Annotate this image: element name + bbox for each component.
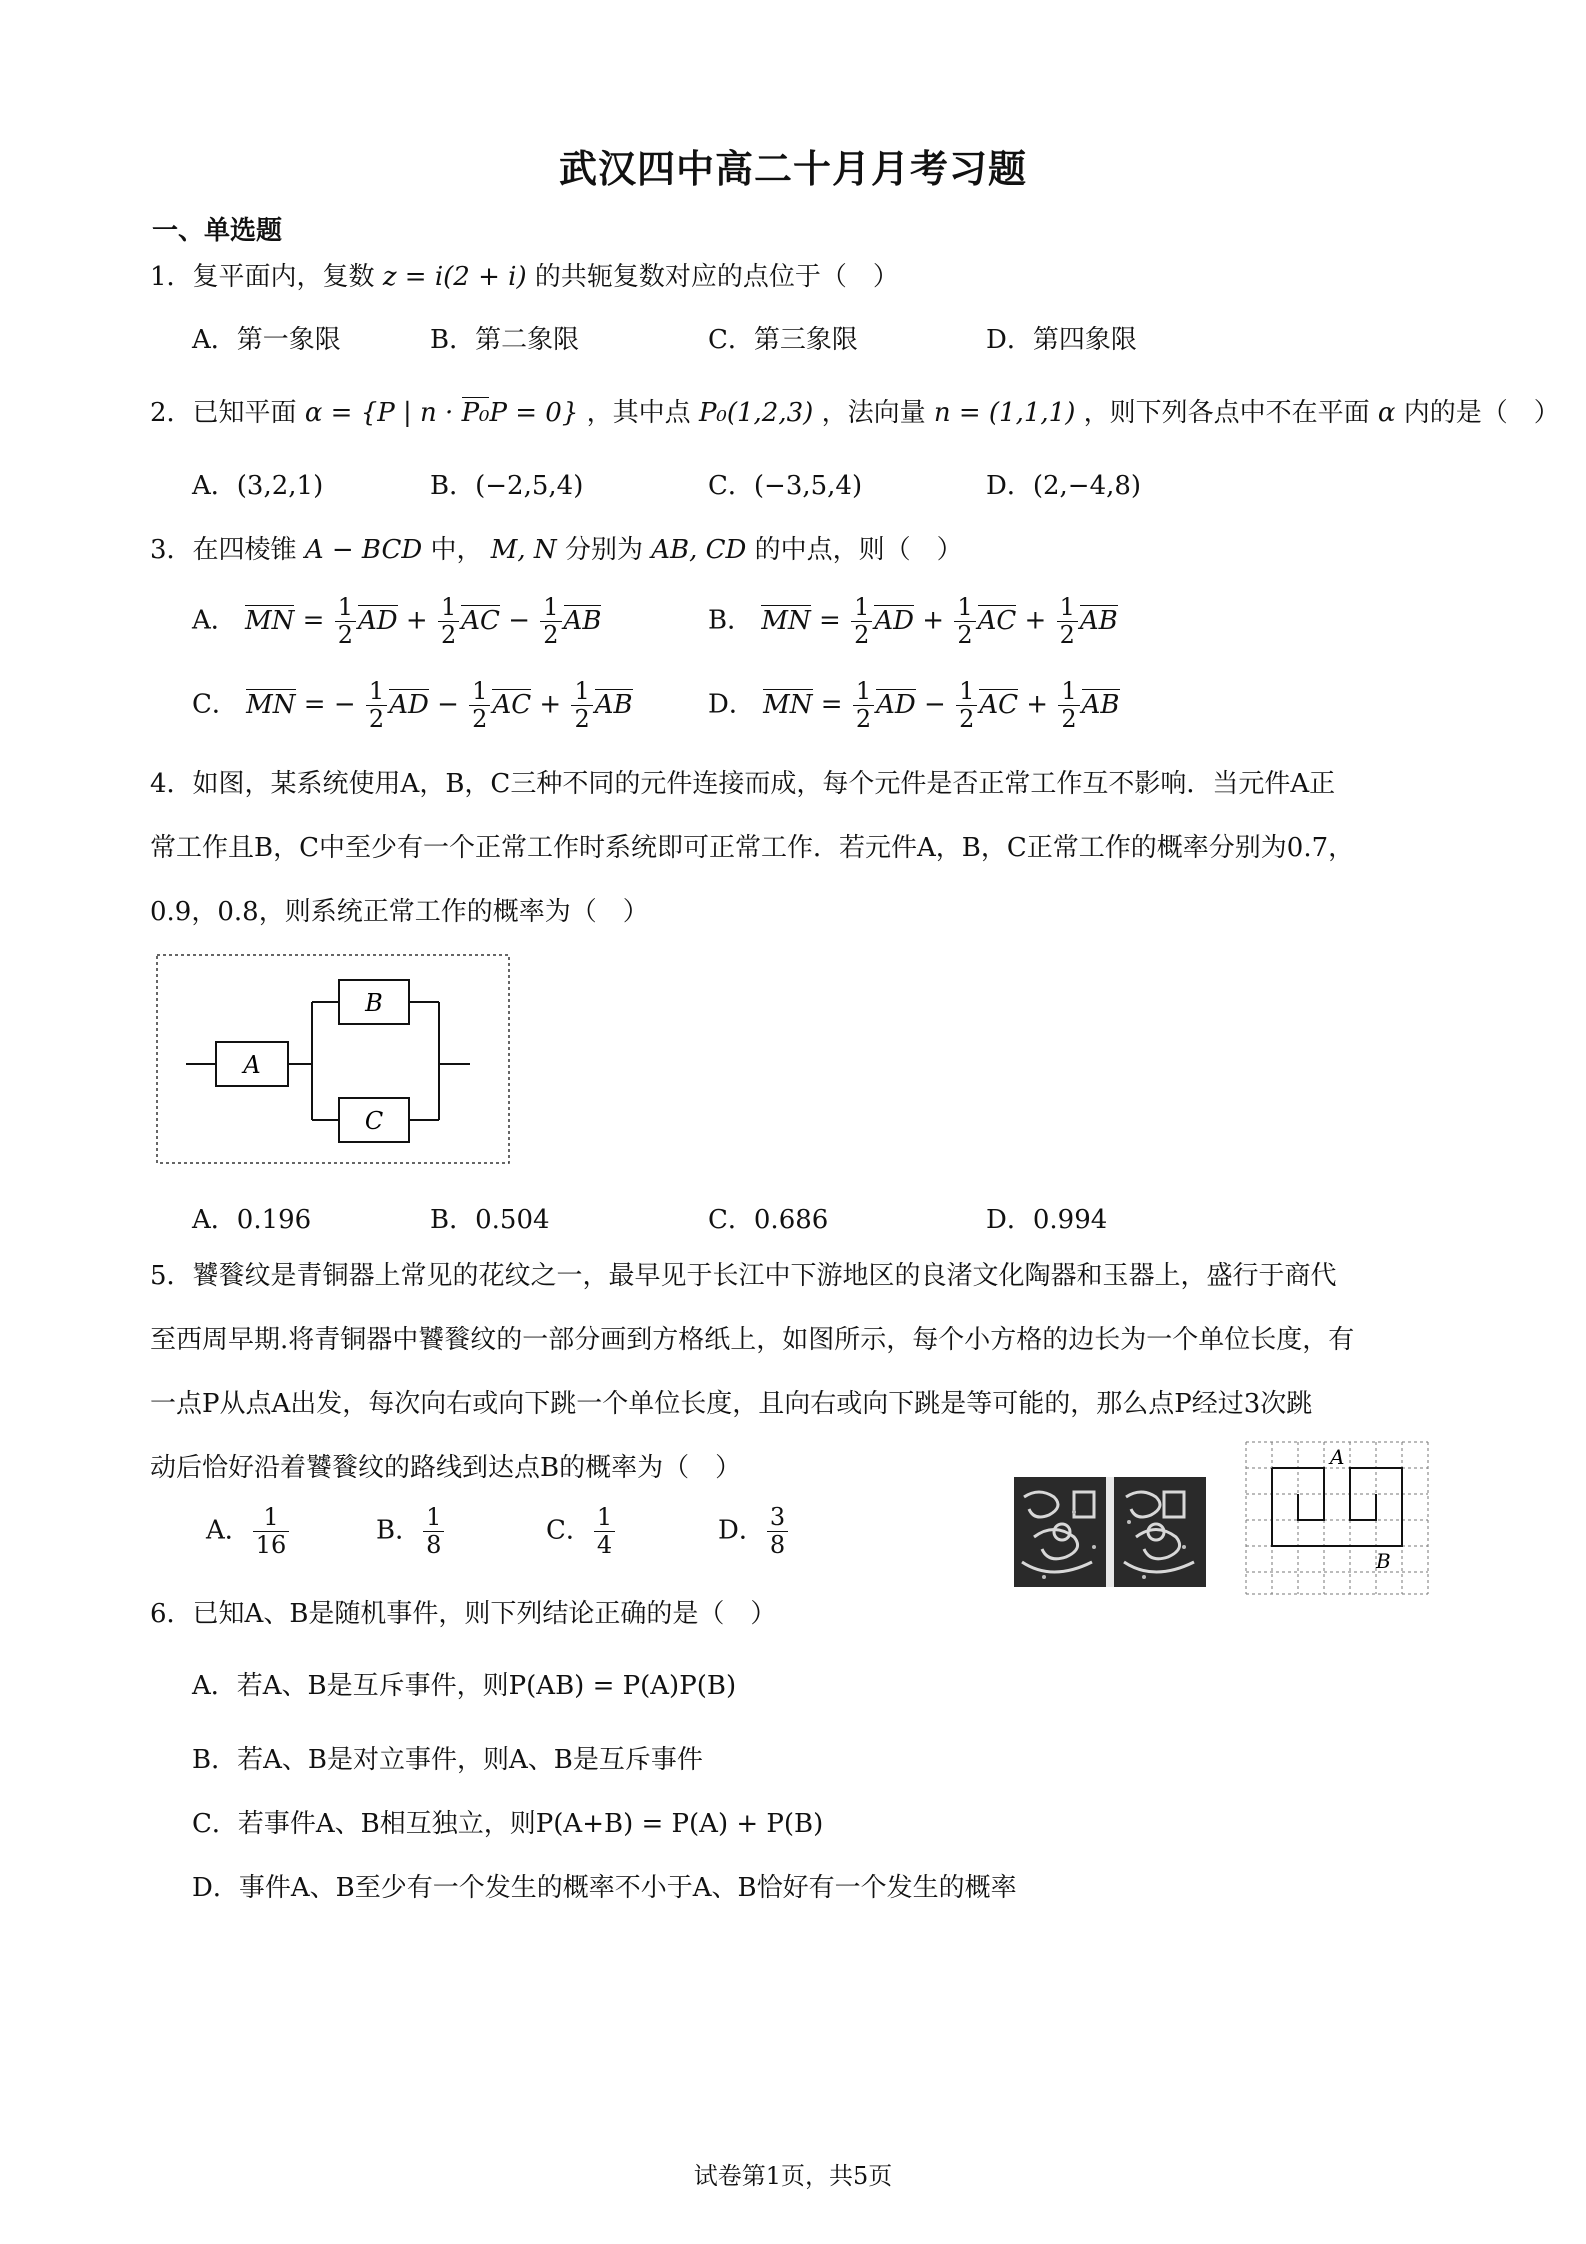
- vector-ab: AB: [1081, 689, 1120, 720]
- q4-line-1: 4．如图，某系统使用A，B，C三种不同的元件连接而成，每个元件是否正常工作互不影响．当元件A正: [150, 769, 1336, 799]
- q2-text-a: 2．已知平面: [150, 398, 297, 428]
- taotie-pattern-image: [1014, 1477, 1206, 1587]
- grid-path-diagram: [1244, 1440, 1430, 1596]
- q2-point-p0: P₀(1,2,3): [698, 398, 814, 428]
- q3-option-c: C． MN = − $\frac{1}{2}$ AD − $\frac{1}{2}$ AC + $\frac{1}{2}$ AB: [192, 677, 633, 733]
- grid-label-a: A: [1330, 1445, 1345, 1469]
- q2-option-c: C．(−3,5,4): [708, 471, 863, 501]
- grid-label-b: B: [1376, 1549, 1391, 1573]
- fraction-half: $\frac{1}{2}$: [366, 678, 387, 733]
- fraction-half: $\frac{1}{2}$: [335, 594, 356, 649]
- vector-ac: AC: [979, 689, 1019, 720]
- fraction-half: $\frac{1}{2}$: [438, 594, 459, 649]
- fraction-half: $\frac{1}{2}$: [956, 678, 977, 733]
- q3-option-c-label: C．: [192, 689, 238, 720]
- q3-text-d: 的中点，则（ ）: [754, 535, 963, 565]
- vector-ad: AD: [389, 689, 429, 720]
- q4-option-c: C．0.686: [708, 1205, 829, 1235]
- q6-option-b: B．若A、B是对立事件，则A、B是互斥事件: [192, 1745, 703, 1775]
- q2-normal-vector: n = (1,1,1): [933, 398, 1076, 428]
- q4-line-3: 0.9，0.8，则系统正常工作的概率为（ ）: [150, 897, 649, 927]
- fraction-half: $\frac{1}{2}$: [851, 594, 872, 649]
- question-1-stem: [150, 257, 899, 297]
- q6-option-d: D．事件A、B至少有一个发生的概率不小于A、B恰好有一个发生的概率: [192, 1873, 1017, 1903]
- q1-option-c: C．第三象限: [708, 325, 858, 355]
- fraction-half: $\frac{1}{2}$: [1058, 678, 1079, 733]
- fraction-half: $\frac{1}{2}$: [954, 594, 975, 649]
- vector-ad: AD: [876, 689, 916, 720]
- q5-option-d-label: D．: [718, 1515, 765, 1546]
- vector-ab: AB: [1079, 605, 1118, 636]
- q2-text-b: ，其中点: [586, 398, 691, 428]
- fraction-half: $\frac{1}{2}$: [1057, 594, 1078, 649]
- q1-option-b: B．第二象限: [430, 325, 580, 355]
- vector-ad: AD: [358, 605, 398, 636]
- question-3-stem: [150, 530, 963, 570]
- q3-text-c: 分别为: [564, 535, 643, 565]
- vector-ac: AC: [461, 605, 500, 636]
- q5-line-2: 至西周早期.将青铜器中饕餮纹的一部分画到方格纸上，如图所示，每个小方格的边长为一个单位长度，有: [150, 1325, 1355, 1355]
- q5-line-3: 一点P从点A出发，每次向右或向下跳一个单位长度，且向右或向下跳是等可能的，那么点P经过3次跳: [150, 1389, 1313, 1419]
- q5-option-b: [376, 1504, 446, 1559]
- q3-option-d-label: D．: [708, 689, 755, 720]
- fraction: $\frac{1}{4}$: [594, 1504, 615, 1559]
- q3-option-b-label: B．: [708, 605, 754, 636]
- vector-mn: MN: [245, 605, 295, 636]
- circuit-label-a: A: [243, 1051, 261, 1079]
- q5-line-4: 动后恰好沿着饕餮纹的路线到达点B的概率为（ ）: [150, 1453, 742, 1483]
- q2-option-b: B．(−2,5,4): [430, 471, 584, 501]
- q2-text-c: ，法向量: [821, 398, 926, 428]
- vector-ab: AB: [594, 689, 633, 720]
- vector-ac: AC: [977, 605, 1017, 636]
- q5-option-b-label: B．: [376, 1515, 422, 1546]
- q2-set-close: P = 0}: [489, 398, 579, 428]
- q3-option-b: B． MN = $\frac{1}{2}$ AD + $\frac{1}{2}$ AC + $\frac{1}{2}$ AB: [708, 593, 1118, 649]
- page-footer: 试卷第1页，共5页: [693, 2162, 893, 2190]
- q5-option-a-label: A．: [206, 1515, 251, 1546]
- fraction: $\frac{1}{8}$: [423, 1504, 444, 1559]
- fraction: $\frac{3}{8}$: [767, 1504, 788, 1559]
- q4-option-d: D．0.994: [986, 1205, 1108, 1235]
- q1-formula: z = i(2 + i): [382, 262, 527, 292]
- q2-vector-p0p: P₀: [461, 398, 490, 428]
- q4-option-b: B．0.504: [430, 1205, 550, 1235]
- q4-option-a: A．0.196: [192, 1205, 312, 1235]
- q2-alpha: α: [304, 398, 323, 428]
- q2-option-a: A．(3,2,1): [192, 471, 324, 501]
- q2-alpha-2: α: [1377, 398, 1396, 428]
- q3-text-a: 3．在四棱锥: [150, 535, 297, 565]
- q3-option-d: D． MN = $\frac{1}{2}$ AD − $\frac{1}{2}$ AC + $\frac{1}{2}$ AB: [708, 677, 1120, 733]
- vector-mn: MN: [246, 689, 296, 720]
- vector-ab: AB: [563, 605, 602, 636]
- q1-option-a: A．第一象限: [192, 325, 341, 355]
- q5-option-d: [718, 1504, 790, 1559]
- page-title: 武汉四中高二十月月考习题: [558, 147, 1027, 191]
- circuit-diagram: [156, 954, 510, 1164]
- q5-option-c: [546, 1504, 617, 1559]
- q2-set-open: = {P | n ·: [330, 398, 462, 428]
- q1-option-d: D．第四象限: [986, 325, 1137, 355]
- q2-text-e: 内的是（ ）: [1403, 398, 1560, 428]
- vector-ac: AC: [492, 689, 532, 720]
- question-6-stem: 6．已知A、B是随机事件，则下列结论正确的是（ ）: [150, 1599, 777, 1629]
- q3-option-a: A． MN = $\frac{1}{2}$ AD + $\frac{1}{2}$ AC − $\frac{1}{2}$ AB: [192, 593, 602, 649]
- fraction-half: $\frac{1}{2}$: [469, 678, 490, 733]
- q1-text-a: 1．复平面内，复数: [150, 262, 375, 292]
- vector-ad: AD: [874, 605, 914, 636]
- q2-text-d: ，则下列各点中不在平面: [1083, 398, 1370, 428]
- question-4-stem: [150, 752, 1440, 944]
- fraction-half: $\frac{1}{2}$: [540, 594, 561, 649]
- fraction-half: $\frac{1}{2}$: [571, 678, 592, 733]
- q3-segments: AB, CD: [651, 535, 747, 565]
- q5-option-c-label: C．: [546, 1515, 592, 1546]
- fraction: $\frac{1}{16}$: [253, 1504, 290, 1559]
- q3-points-mn: M, N: [490, 535, 557, 565]
- q3-text-b: 中，: [430, 535, 483, 565]
- q6-option-a: A．若A、B是互斥事件，则P(AB) = P(A)P(B): [192, 1671, 737, 1701]
- q5-option-a: [206, 1504, 291, 1559]
- vector-mn: MN: [763, 689, 813, 720]
- vector-mn: MN: [761, 605, 811, 636]
- fraction-half: $\frac{1}{2}$: [853, 678, 874, 733]
- q2-option-d: D．(2,−4,8): [986, 471, 1142, 501]
- q1-text-b: 的共轭复数对应的点位于（ ）: [534, 262, 899, 292]
- circuit-label-b: B: [365, 989, 383, 1017]
- q3-tetrahedron: A − BCD: [304, 535, 423, 565]
- q6-option-c: C．若事件A、B相互独立，则P(A+B) = P(A) + P(B): [192, 1809, 824, 1839]
- q3-option-a-label: A．: [192, 605, 237, 636]
- q4-line-2: 常工作且B，C中至少有一个正常工作时系统即可正常工作．若元件A，B，C正常工作的概率分别为0.7，: [150, 833, 1355, 863]
- question-2-stem: [150, 393, 1560, 433]
- circuit-label-c: C: [364, 1107, 384, 1135]
- q5-line-1: 5．饕餮纹是青铜器上常见的花纹之一，最早见于长江中下游地区的良渚文化陶器和玉器上，盛行于商代: [150, 1261, 1337, 1291]
- section-heading: 一、单选题: [152, 216, 283, 246]
